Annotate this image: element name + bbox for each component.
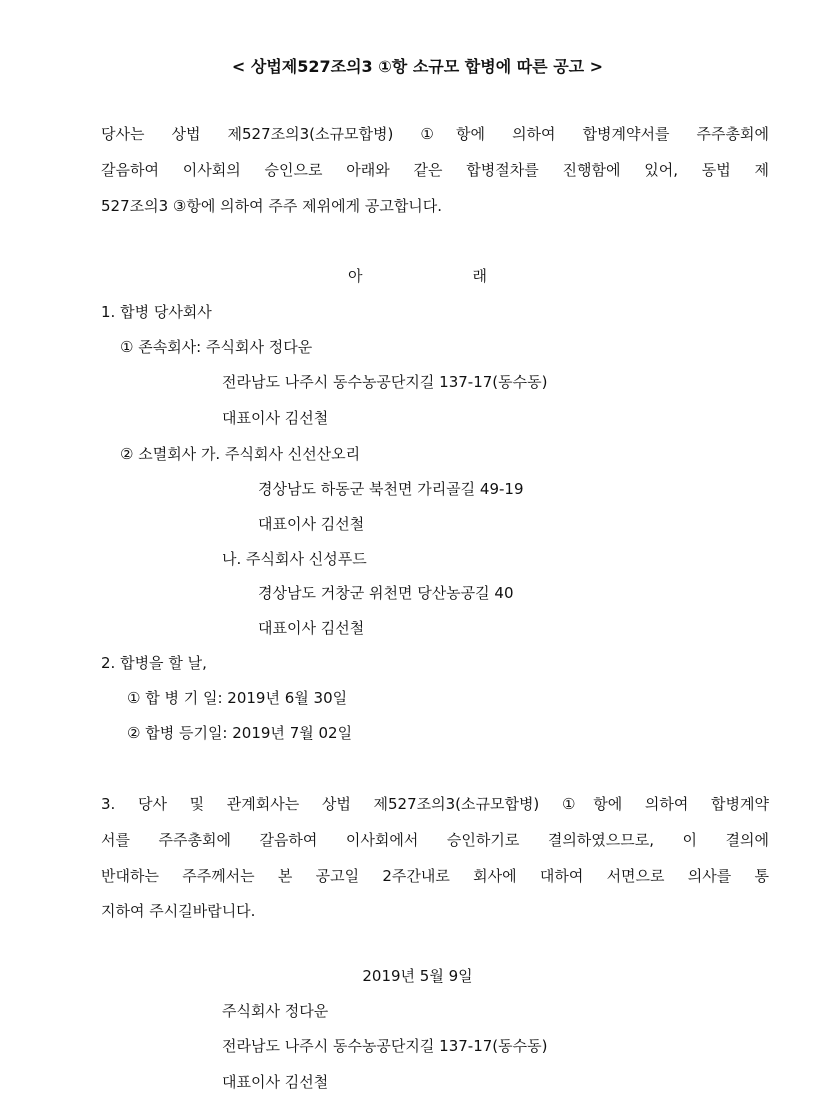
- ara-heading: [0, 266, 835, 286]
- document-title: < 상법제527조의3 ①항 소규모 합병에 따른 공고 >: [231, 57, 604, 76]
- merge-date: ① 합 병 기 일: 2019년 6월 30일: [127, 689, 348, 707]
- section3-line-3: 반대하는 주주께서는 본 공고일 2주간내로 회사에 대하여 서면으로 의사를 통: [101, 867, 769, 885]
- intro-line-1: 당사는 상법 제527조의3(소규모합병) ①항에 의하여 합병계약서를 주주총회에: [101, 125, 769, 143]
- footer-ceo: 대표이사 김선철: [222, 1073, 329, 1091]
- dissolved-company-label: ② 소멸회사 가. 주식회사 신선산오리: [120, 445, 361, 463]
- dissolved-b-label: 나. 주식회사 신성푸드: [222, 550, 367, 568]
- surviving-company-label: ① 존속회사: 주식회사 정다운: [120, 338, 313, 356]
- dissolved-a-address: 경상남도 하동군 북천면 가리골길 49-19: [258, 480, 524, 498]
- register-date: ② 합병 등기일: 2019년 7월 02일: [127, 724, 353, 742]
- ara-char-1: 아: [348, 267, 363, 285]
- dissolved-b-ceo: 대표이사 김선철: [258, 619, 365, 637]
- section1-heading: 1. 합병 당사회사: [101, 303, 212, 321]
- section2-heading: 2. 합병을 할 날,: [101, 654, 207, 672]
- surviving-company-ceo: 대표이사 김선철: [222, 409, 329, 427]
- section3-line-2: 서를 주주총회에 갈음하여 이사회에서 승인하기로 결의하였으므로, 이 결의에: [101, 831, 769, 849]
- dissolved-a-ceo: 대표이사 김선철: [258, 515, 365, 533]
- intro-line-2: 갈음하여 이사회의 승인으로 아래와 같은 합병절차를 진행함에 있어, 동법 제: [101, 161, 769, 179]
- surviving-company-address: 전라남도 나주시 동수농공단지길 137-17(동수동): [222, 373, 548, 391]
- footer-company: 주식회사 정다운: [222, 1002, 329, 1020]
- intro-line-3: 527조의3 ③항에 의하여 주주 제위에게 공고합니다.: [101, 197, 443, 215]
- notice-date: 2019년 5월 9일: [362, 967, 473, 985]
- ara-char-2: 래: [472, 267, 487, 285]
- footer-address: 전라남도 나주시 동수농공단지길 137-17(동수동): [222, 1037, 548, 1055]
- section3-line-4: 지하여 주시길바랍니다.: [101, 902, 256, 920]
- section3-line-1: 3. 당사 및 관계회사는 상법 제527조의3(소규모합병) ①항에 의하여 합병계약: [101, 795, 769, 813]
- dissolved-b-address: 경상남도 거창군 위천면 당산농공길 40: [258, 584, 514, 602]
